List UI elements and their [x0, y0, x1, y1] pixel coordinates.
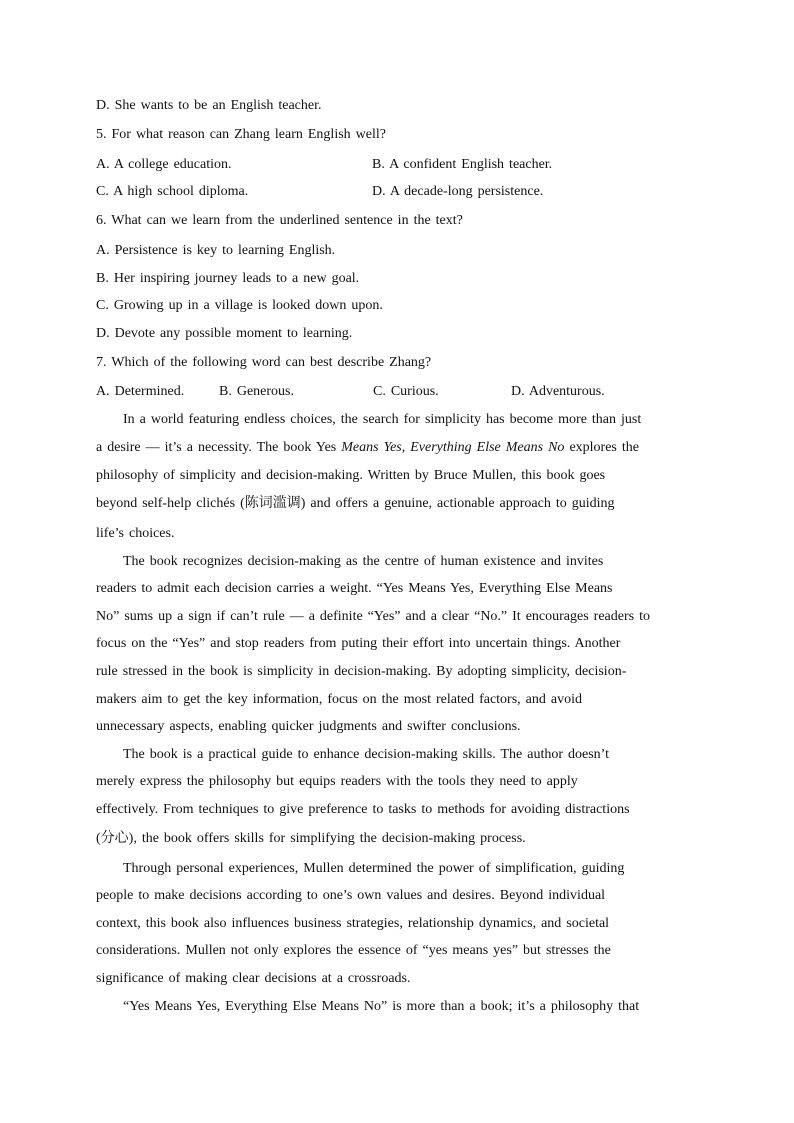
p3-line1: The book is a practical guide to enhance decision-making skills. The author doesn’t [123, 747, 609, 762]
q6-option-c: C. Growing up in a village is looked down upon. [96, 298, 383, 313]
q7-option-c: C. Curious. [373, 384, 439, 399]
p1-line2-end: explores the [564, 440, 639, 455]
p2-line4: focus on the “Yes” and stop readers from puting their effort into uncertain things. Another [96, 636, 621, 651]
q7-option-d: D. Adventurous. [511, 384, 605, 399]
p1-line2 [96, 439, 639, 457]
q5-options-row2 [96, 183, 696, 201]
p2-line5: rule stressed in the book is simplicity in decision-making. By adopting simplicity, decision- [96, 664, 627, 679]
q6-option-a: A. Persistence is key to learning English. [96, 243, 336, 258]
book-title: Means Yes, Everything Else Means No [341, 440, 565, 455]
p3-line3: effectively. From techniques to give preference to tasks to methods for avoiding distractions [96, 802, 630, 817]
p2-line1: The book recognizes decision-making as the centre of human existence and invites [123, 554, 604, 569]
p2-line7: unnecessary aspects, enabling quicker judgments and swifter conclusions. [96, 719, 521, 734]
q5-option-d: D. A decade-long persistence. [372, 184, 544, 199]
p2-line2: readers to admit each decision carries a weight. “Yes Means Yes, Everything Else Means [96, 581, 613, 596]
p4-line3: context, this book also influences business strategies, relationship dynamics, and societal [96, 916, 610, 931]
p1-line2-start: a desire — it’s a necessity. The book Yes [96, 440, 342, 455]
q7-option-a: A. Determined. [96, 384, 185, 399]
p4-line5: significance of making clear decisions at a crossroads. [96, 971, 411, 986]
p3-line2: merely express the philosophy but equips readers with the tools they need to apply [96, 774, 578, 789]
p4-line4: considerations. Mullen not only explores the essence of “yes means yes” but stresses the [96, 943, 611, 958]
q6-option-b: B. Her inspiring journey leads to a new goal. [96, 271, 360, 286]
q6-option-d: D. Devote any possible moment to learning. [96, 326, 353, 341]
q7-option-b: B. Generous. [219, 384, 294, 399]
p4-line1: Through personal experiences, Mullen determined the power of simplification, guiding [123, 861, 625, 876]
p5-line1: “Yes Means Yes, Everything Else Means No” is more than a book; it’s a philosophy that [123, 999, 640, 1014]
p3-line4: (分心), the book offers skills for simplifying the decision-making process. [96, 831, 526, 846]
p1-line3: philosophy of simplicity and decision-making. Written by Bruce Mullen, this book goes [96, 468, 606, 483]
p4-line2: people to make decisions according to one’s own values and desires. Beyond individual [96, 888, 606, 903]
p2-line3: No” sums up a sign if can’t rule — a definite “Yes” and a clear “No.” It encourages readers to [96, 609, 650, 624]
p1-line5: life’s choices. [96, 526, 175, 541]
p1-line4: beyond self-help clichés (陈词滥调) and offers a genuine, actionable approach to guiding [96, 496, 615, 511]
q5-stem: 5. For what reason can Zhang learn English well? [96, 127, 386, 142]
q5-options-row1 [96, 156, 696, 174]
q5-option-b: B. A confident English teacher. [372, 157, 553, 172]
q5-option-a: A. A college education. [96, 157, 232, 172]
q7-options-row [96, 383, 696, 401]
q6-stem: 6. What can we learn from the underlined sentence in the text? [96, 213, 463, 228]
p1-line1: In a world featuring endless choices, the search for simplicity has become more than just [123, 412, 642, 427]
q4-option-d: D. She wants to be an English teacher. [96, 98, 322, 113]
q5-option-c: C. A high school diploma. [96, 184, 249, 199]
p2-line6: makers aim to get the key information, focus on the most related factors, and avoid [96, 692, 582, 707]
q7-stem: 7. Which of the following word can best describe Zhang? [96, 355, 432, 370]
